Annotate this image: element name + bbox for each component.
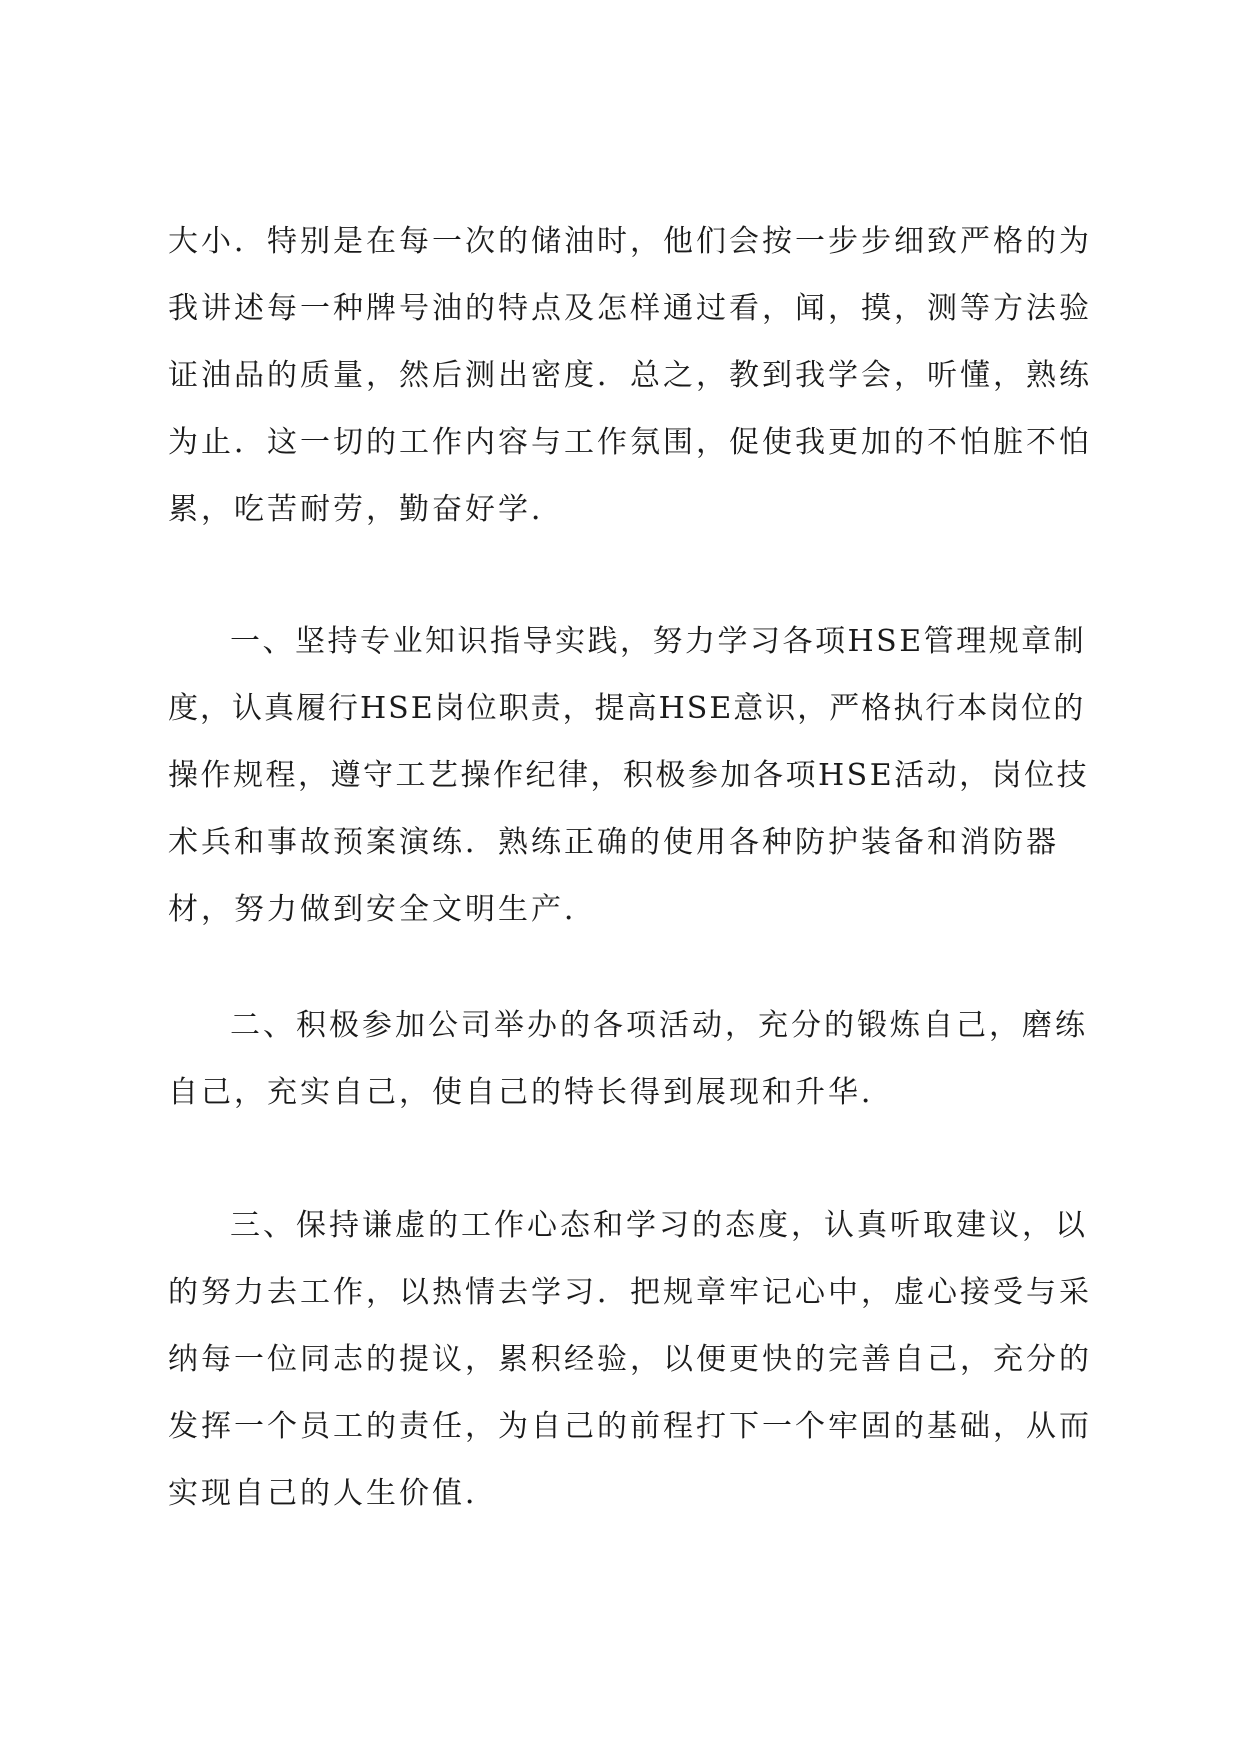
paragraph-line: 度，认真履行HSE岗位职责，提高HSE意识，严格执行本岗位的 — [168, 691, 1086, 726]
paragraph-line: 大小．特别是在每一次的储油时，他们会按一步步细致严格的为 — [168, 224, 1092, 259]
paragraph-line: 自己，充实自己，使自己的特长得到展现和升华． — [168, 1075, 894, 1110]
paragraph-line: 发挥一个员工的责任，为自己的前程打下一个牢固的基础，从而 — [168, 1409, 1092, 1444]
paragraph-line: 累，吃苦耐劳，勤奋好学． — [168, 492, 564, 527]
paragraph-line: 二、积极参加公司举办的各项活动，充分的锻炼自己，磨练 — [230, 1008, 1088, 1043]
paragraph-line: 为止．这一切的工作内容与工作氛围，促使我更加的不怕脏不怕 — [168, 425, 1092, 460]
paragraph-line: 三、保持谦虚的工作心态和学习的态度，认真听取建议，以 — [230, 1208, 1088, 1243]
paragraph-line: 实现自己的人生价值． — [168, 1476, 498, 1511]
paragraph-line: 的努力去工作，以热情去学习．把规章牢记心中，虚心接受与采 — [168, 1275, 1092, 1310]
paragraph-line: 术兵和事故预案演练．熟练正确的使用各种防护装备和消防器 — [168, 825, 1059, 860]
paragraph-line: 纳每一位同志的提议，累积经验，以便更快的完善自己，充分的 — [168, 1342, 1092, 1377]
paragraph-line: 材，努力做到安全文明生产． — [168, 892, 597, 927]
paragraph-line: 一、坚持专业知识指导实践，努力学习各项HSE管理规章制 — [230, 624, 1087, 659]
paragraph-line: 证油品的质量，然后测出密度．总之，教到我学会，听懂，熟练 — [168, 358, 1092, 393]
paragraph-line: 我讲述每一种牌号油的特点及怎样通过看，闻，摸，测等方法验 — [168, 291, 1092, 326]
paragraph-line: 操作规程，遵守工艺操作纪律，积极参加各项HSE活动，岗位技 — [168, 758, 1090, 793]
